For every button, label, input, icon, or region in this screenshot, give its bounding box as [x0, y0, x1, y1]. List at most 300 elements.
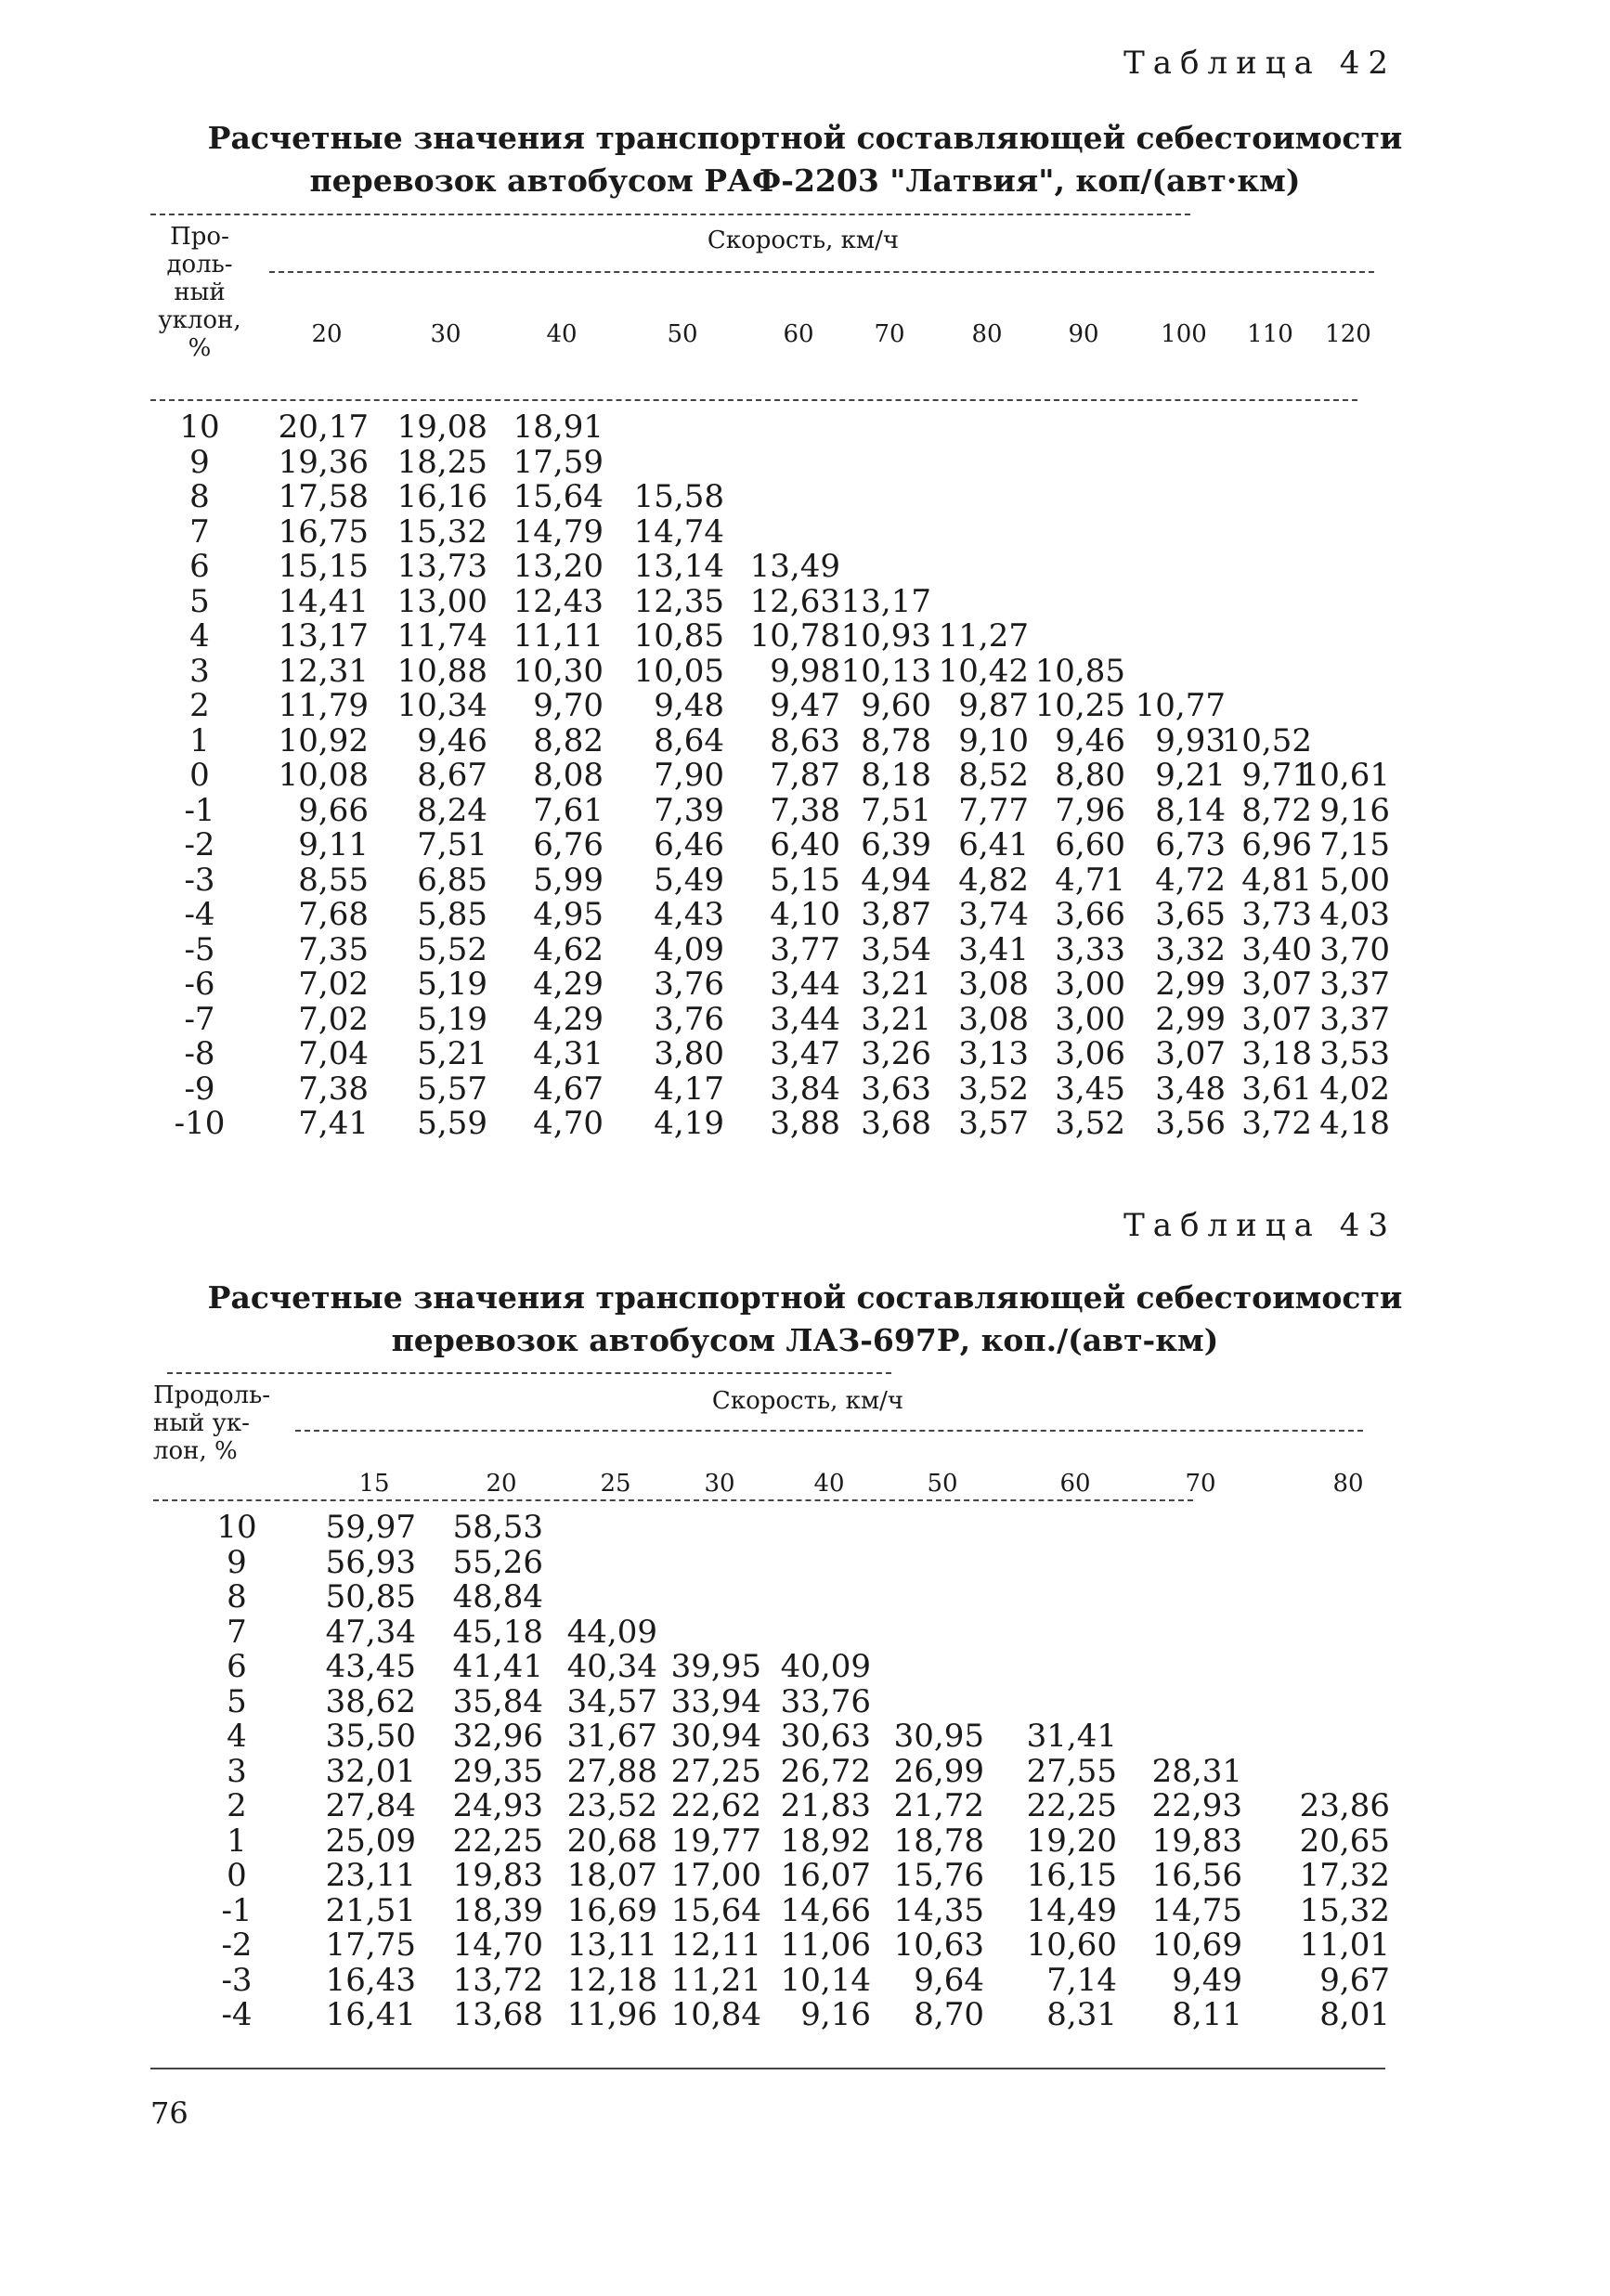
value-cell: 8,70	[914, 1996, 984, 2033]
value-cell: 13,73	[396, 548, 487, 585]
value-cell: 7,39	[654, 791, 724, 829]
value-cell: 10,84	[670, 1996, 761, 2033]
value-cell: 16,43	[325, 1961, 416, 1999]
value-cell: 3,66	[1055, 896, 1125, 933]
value-cell: 4,94	[861, 861, 931, 899]
value-cell: 5,59	[417, 1105, 487, 1142]
grade-cell: -9	[184, 1070, 215, 1108]
value-cell: 15,32	[396, 512, 487, 551]
value-cell: 3,07	[1241, 966, 1312, 1003]
value-cell: 11,74	[396, 617, 487, 655]
value-cell: 3,87	[861, 896, 931, 933]
value-cell: 14,49	[1026, 1891, 1117, 1929]
value-cell: 3,56	[1155, 1105, 1226, 1142]
value-cell: 3,44	[770, 1000, 840, 1038]
table-42-speed-rule	[269, 271, 1374, 273]
value-cell: 10,34	[396, 687, 487, 724]
value-cell: 7,14	[1046, 1961, 1117, 1999]
value-cell: 45,18	[452, 1613, 543, 1651]
table-42-title-line2: перевозок автобусом РАФ-2203 "Латвия", коп/(авт·км)	[309, 162, 1301, 199]
value-cell: 14,35	[893, 1891, 984, 1929]
grade-cell: 7	[227, 1613, 247, 1651]
value-cell: 14,74	[633, 512, 724, 551]
value-cell: 12,11	[670, 1926, 761, 1964]
value-cell: 12,63	[749, 582, 840, 620]
value-cell: 32,01	[325, 1752, 416, 1790]
grade-cell: 1	[227, 1822, 247, 1860]
value-cell: 16,69	[566, 1891, 657, 1929]
value-cell: 3,68	[861, 1105, 931, 1142]
value-cell: 10,42	[938, 652, 1029, 690]
value-cell: 3,13	[958, 1035, 1029, 1072]
value-cell: 5,00	[1319, 861, 1390, 899]
grade-cell: 7	[189, 512, 210, 551]
value-cell: 9,71	[1241, 757, 1312, 794]
value-cell: 8,67	[417, 757, 487, 794]
value-cell: 9,48	[654, 687, 724, 724]
value-cell: 5,57	[417, 1070, 487, 1108]
value-cell: 3,73	[1241, 896, 1312, 933]
value-cell: 17,59	[513, 443, 604, 481]
value-cell: 30,94	[670, 1718, 761, 1755]
value-cell: 7,38	[770, 791, 840, 829]
grade-cell: 6	[227, 1648, 247, 1685]
value-cell: 13,11	[566, 1926, 657, 1964]
grade-cell: 0	[189, 757, 210, 794]
value-cell: 3,76	[654, 966, 724, 1003]
value-cell: 22,25	[452, 1822, 543, 1860]
value-cell: 38,62	[325, 1682, 416, 1720]
value-cell: 7,04	[298, 1035, 369, 1072]
value-cell: 56,93	[325, 1543, 416, 1581]
table-43-title	[0, 1277, 1610, 1362]
value-cell: 10,92	[278, 721, 369, 759]
value-cell: 10,85	[633, 617, 724, 655]
value-cell: 32,96	[452, 1718, 543, 1755]
t43-speed-col-7: 70	[1185, 1470, 1216, 1498]
value-cell: 10,13	[840, 652, 931, 690]
table-43-title-line1: Расчетные значения транспортной составляющей себестоимости	[207, 1279, 1403, 1316]
value-cell: 19,08	[396, 409, 487, 446]
value-cell: 10,05	[633, 652, 724, 690]
value-cell: 11,96	[566, 1996, 657, 2033]
grade-cell: -3	[221, 1961, 253, 1999]
value-cell: 3,08	[958, 1000, 1029, 1038]
value-cell: 9,93	[1155, 721, 1226, 759]
value-cell: 26,72	[780, 1752, 871, 1790]
page-bottom-rule	[150, 2068, 1385, 2069]
value-cell: 3,00	[1055, 1000, 1125, 1038]
value-cell: 9,16	[800, 1996, 871, 2033]
value-cell: 21,72	[893, 1787, 984, 1824]
table-42-grade-header	[139, 223, 260, 362]
table-43-grade-header-line: лон, %	[153, 1437, 238, 1465]
t42-speed-col-4: 60	[783, 320, 814, 348]
value-cell: 5,49	[654, 861, 724, 899]
value-cell: 29,35	[452, 1752, 543, 1790]
value-cell: 4,72	[1155, 861, 1226, 899]
value-cell: 3,52	[1055, 1105, 1125, 1142]
grade-cell: 10	[216, 1509, 257, 1546]
value-cell: 10,93	[840, 617, 931, 655]
value-cell: 6,41	[958, 826, 1029, 863]
value-cell: 10,85	[1034, 652, 1125, 690]
value-cell: 3,40	[1241, 930, 1312, 968]
value-cell: 18,91	[513, 409, 604, 446]
value-cell: 18,07	[566, 1857, 657, 1894]
grade-cell: 9	[227, 1543, 247, 1581]
value-cell: 6,60	[1055, 826, 1125, 863]
value-cell: 4,18	[1319, 1105, 1390, 1142]
table-42-grade-header-line: %	[188, 334, 212, 362]
table-43-header-rule	[153, 1499, 1193, 1501]
value-cell: 4,31	[533, 1035, 604, 1072]
value-cell: 4,81	[1241, 861, 1312, 899]
value-cell: 7,90	[654, 757, 724, 794]
value-cell: 7,68	[298, 896, 369, 933]
value-cell: 30,95	[893, 1718, 984, 1755]
t43-speed-col-8: 80	[1332, 1470, 1364, 1498]
value-cell: 9,49	[1172, 1961, 1242, 1999]
grade-cell: 8	[227, 1578, 247, 1615]
value-cell: 10,14	[780, 1961, 871, 1999]
value-cell: 23,11	[325, 1857, 416, 1894]
value-cell: 11,11	[513, 617, 604, 655]
value-cell: 19,77	[670, 1822, 761, 1860]
table-43-speed-rule	[295, 1430, 1363, 1432]
value-cell: 6,85	[417, 861, 487, 899]
value-cell: 2,99	[1155, 966, 1226, 1003]
value-cell: 3,00	[1055, 966, 1125, 1003]
grade-cell: 0	[227, 1857, 247, 1894]
value-cell: 9,16	[1319, 791, 1390, 829]
value-cell: 6,73	[1155, 826, 1226, 863]
value-cell: 12,35	[633, 582, 724, 620]
table-42-grade-header-line: ный	[174, 279, 226, 306]
value-cell: 4,82	[958, 861, 1029, 899]
table-42-grade-header-line: доль-	[166, 251, 233, 279]
value-cell: 2,99	[1155, 1000, 1226, 1038]
grade-cell: 10	[179, 409, 220, 446]
t43-speed-col-6: 60	[1059, 1470, 1091, 1498]
value-cell: 3,74	[958, 896, 1029, 933]
value-cell: 31,41	[1026, 1718, 1117, 1755]
value-cell: 59,97	[325, 1509, 416, 1546]
value-cell: 6,39	[861, 826, 931, 863]
value-cell: 5,19	[417, 1000, 487, 1038]
value-cell: 13,17	[278, 617, 369, 655]
value-cell: 3,72	[1241, 1105, 1312, 1142]
value-cell: 9,21	[1155, 757, 1226, 794]
t42-speed-col-10: 120	[1325, 320, 1371, 348]
value-cell: 4,67	[533, 1070, 604, 1108]
value-cell: 9,87	[958, 687, 1029, 724]
value-cell: 14,41	[278, 582, 369, 620]
value-cell: 12,18	[566, 1961, 657, 1999]
value-cell: 16,07	[780, 1857, 871, 1894]
value-cell: 12,43	[513, 582, 604, 620]
value-cell: 41,41	[452, 1648, 543, 1685]
value-cell: 15,58	[633, 478, 724, 515]
value-cell: 3,65	[1155, 896, 1226, 933]
value-cell: 3,08	[958, 966, 1029, 1003]
value-cell: 8,24	[417, 791, 487, 829]
value-cell: 40,34	[566, 1648, 657, 1685]
value-cell: 8,55	[298, 861, 369, 899]
value-cell: 3,37	[1319, 966, 1390, 1003]
value-cell: 3,61	[1241, 1070, 1312, 1108]
value-cell: 7,35	[298, 930, 369, 968]
value-cell: 4,10	[770, 896, 840, 933]
value-cell: 16,41	[325, 1996, 416, 2033]
value-cell: 7,87	[770, 757, 840, 794]
value-cell: 13,20	[513, 548, 604, 585]
value-cell: 8,52	[958, 757, 1029, 794]
value-cell: 14,66	[780, 1891, 871, 1929]
value-cell: 17,32	[1299, 1857, 1390, 1894]
value-cell: 44,09	[566, 1613, 657, 1651]
value-cell: 13,14	[633, 548, 724, 585]
value-cell: 4,09	[654, 930, 724, 968]
value-cell: 7,41	[298, 1105, 369, 1142]
value-cell: 9,98	[770, 652, 840, 690]
value-cell: 39,95	[670, 1648, 761, 1685]
value-cell: 33,94	[670, 1682, 761, 1720]
value-cell: 5,21	[417, 1035, 487, 1072]
t42-speed-col-0: 20	[311, 320, 343, 348]
value-cell: 4,19	[654, 1105, 724, 1142]
t42-speed-col-2: 40	[546, 320, 578, 348]
value-cell: 15,15	[278, 548, 369, 585]
value-cell: 10,88	[396, 652, 487, 690]
value-cell: 4,03	[1319, 896, 1390, 933]
value-cell: 11,06	[780, 1926, 871, 1964]
value-cell: 8,72	[1241, 791, 1312, 829]
value-cell: 3,06	[1055, 1035, 1125, 1072]
table-42-grade-header-line: уклон,	[158, 306, 241, 334]
grade-cell: 4	[227, 1718, 247, 1755]
grade-cell: 4	[189, 617, 210, 655]
value-cell: 13,68	[452, 1996, 543, 2033]
value-cell: 3,53	[1319, 1035, 1390, 1072]
value-cell: 8,31	[1046, 1996, 1117, 2033]
grade-cell: 3	[227, 1752, 247, 1790]
table-42-grade-header-line: Про-	[170, 223, 229, 251]
value-cell: 3,54	[861, 930, 931, 968]
value-cell: 3,45	[1055, 1070, 1125, 1108]
value-cell: 21,83	[780, 1787, 871, 1824]
value-cell: 18,25	[396, 443, 487, 481]
grade-cell: 2	[227, 1787, 247, 1824]
value-cell: 25,09	[325, 1822, 416, 1860]
t43-speed-col-2: 25	[600, 1470, 631, 1498]
table-43-grade-header-line: Продоль-	[153, 1381, 271, 1409]
t42-speed-col-6: 80	[971, 320, 1003, 348]
value-cell: 19,20	[1026, 1822, 1117, 1860]
value-cell: 9,47	[770, 687, 840, 724]
value-cell: 27,88	[566, 1752, 657, 1790]
value-cell: 9,46	[417, 721, 487, 759]
grade-cell: -7	[184, 1000, 215, 1038]
value-cell: 9,60	[861, 687, 931, 724]
value-cell: 15,32	[1299, 1891, 1390, 1929]
table-42-header-rule	[150, 399, 1357, 401]
value-cell: 55,26	[452, 1543, 543, 1581]
t43-speed-col-3: 30	[704, 1470, 735, 1498]
value-cell: 47,34	[325, 1613, 416, 1651]
value-cell: 34,57	[566, 1682, 657, 1720]
value-cell: 13,72	[452, 1961, 543, 1999]
value-cell: 10,52	[1221, 721, 1312, 759]
value-cell: 7,15	[1319, 826, 1390, 863]
value-cell: 35,84	[452, 1682, 543, 1720]
grade-cell: 1	[189, 721, 210, 759]
t42-speed-col-3: 50	[667, 320, 698, 348]
value-cell: 8,11	[1172, 1996, 1242, 2033]
t42-speed-col-9: 110	[1247, 320, 1293, 348]
value-cell: 14,70	[452, 1926, 543, 1964]
value-cell: 9,66	[298, 791, 369, 829]
value-cell: 8,18	[861, 757, 931, 794]
value-cell: 9,70	[533, 687, 604, 724]
t43-speed-col-5: 50	[927, 1470, 958, 1498]
value-cell: 35,50	[325, 1718, 416, 1755]
value-cell: 6,40	[770, 826, 840, 863]
value-cell: 16,56	[1151, 1857, 1242, 1894]
value-cell: 11,79	[278, 687, 369, 724]
value-cell: 17,75	[325, 1926, 416, 1964]
value-cell: 4,95	[533, 896, 604, 933]
value-cell: 11,01	[1299, 1926, 1390, 1964]
value-cell: 9,67	[1319, 1961, 1390, 1999]
value-cell: 3,21	[861, 1000, 931, 1038]
value-cell: 3,44	[770, 966, 840, 1003]
value-cell: 4,70	[533, 1105, 604, 1142]
value-cell: 13,49	[749, 548, 840, 585]
value-cell: 8,64	[654, 721, 724, 759]
value-cell: 19,83	[452, 1857, 543, 1894]
value-cell: 7,38	[298, 1070, 369, 1108]
value-cell: 3,76	[654, 1000, 724, 1038]
table-42-label: Таблица 42	[1123, 45, 1396, 82]
grade-cell: -1	[221, 1891, 253, 1929]
value-cell: 3,70	[1319, 930, 1390, 968]
value-cell: 27,55	[1026, 1752, 1117, 1790]
value-cell: 10,63	[893, 1926, 984, 1964]
grade-cell: -3	[184, 861, 215, 899]
value-cell: 5,85	[417, 896, 487, 933]
value-cell: 13,17	[840, 582, 931, 620]
value-cell: 17,00	[670, 1857, 761, 1894]
t42-speed-col-5: 70	[874, 320, 905, 348]
value-cell: 3,88	[770, 1105, 840, 1142]
value-cell: 3,84	[770, 1070, 840, 1108]
value-cell: 4,17	[654, 1070, 724, 1108]
table-43-title-line2: перевозок автобусом ЛАЗ-697Р, коп./(авт-км)	[391, 1322, 1219, 1358]
table-42-speed-header: Скорость, км/ч	[707, 227, 900, 254]
grade-cell: 5	[189, 582, 210, 620]
value-cell: 13,00	[396, 582, 487, 620]
table-43-grade-header-line: ный ук-	[153, 1409, 250, 1437]
value-cell: 3,07	[1241, 1000, 1312, 1038]
value-cell: 6,96	[1241, 826, 1312, 863]
grade-cell: -4	[221, 1996, 253, 2033]
value-cell: 3,80	[654, 1035, 724, 1072]
value-cell: 30,63	[780, 1718, 871, 1755]
table-43-speed-header: Скорость, км/ч	[711, 1387, 904, 1415]
value-cell: 7,51	[861, 791, 931, 829]
value-cell: 16,15	[1026, 1857, 1117, 1894]
t42-speed-col-8: 100	[1161, 320, 1207, 348]
value-cell: 22,25	[1026, 1787, 1117, 1824]
grade-cell: 6	[189, 548, 210, 585]
value-cell: 28,31	[1151, 1752, 1242, 1790]
value-cell: 3,21	[861, 966, 931, 1003]
value-cell: 4,29	[533, 966, 604, 1003]
value-cell: 15,64	[670, 1891, 761, 1929]
value-cell: 12,31	[278, 652, 369, 690]
value-cell: 5,15	[770, 861, 840, 899]
value-cell: 15,76	[893, 1857, 984, 1894]
grade-cell: -2	[184, 826, 215, 863]
value-cell: 6,76	[533, 826, 604, 863]
grade-cell: 9	[189, 443, 210, 481]
value-cell: 18,92	[780, 1822, 871, 1860]
value-cell: 11,27	[938, 617, 1029, 655]
grade-cell: -8	[184, 1035, 215, 1072]
value-cell: 16,16	[396, 478, 487, 515]
value-cell: 4,29	[533, 1000, 604, 1038]
value-cell: 3,63	[861, 1070, 931, 1108]
grade-cell: 8	[189, 478, 210, 515]
value-cell: 7,02	[298, 1000, 369, 1038]
table-43-top-rule	[167, 1372, 891, 1374]
value-cell: 16,75	[278, 512, 369, 551]
value-cell: 18,39	[452, 1891, 543, 1929]
value-cell: 3,07	[1155, 1035, 1226, 1072]
value-cell: 9,64	[914, 1961, 984, 1999]
value-cell: 3,33	[1055, 930, 1125, 968]
value-cell: 11,21	[670, 1961, 761, 1999]
value-cell: 43,45	[325, 1648, 416, 1685]
value-cell: 10,25	[1034, 687, 1125, 724]
value-cell: 3,37	[1319, 1000, 1390, 1038]
value-cell: 7,61	[533, 791, 604, 829]
value-cell: 9,46	[1055, 721, 1125, 759]
value-cell: 10,60	[1026, 1926, 1117, 1964]
value-cell: 19,36	[278, 443, 369, 481]
value-cell: 3,26	[861, 1035, 931, 1072]
value-cell: 4,02	[1319, 1070, 1390, 1108]
value-cell: 20,65	[1299, 1822, 1390, 1860]
value-cell: 4,62	[533, 930, 604, 968]
value-cell: 23,86	[1299, 1787, 1390, 1824]
value-cell: 3,52	[958, 1070, 1029, 1108]
value-cell: 6,46	[654, 826, 724, 863]
value-cell: 31,67	[566, 1718, 657, 1755]
value-cell: 20,68	[566, 1822, 657, 1860]
value-cell: 9,10	[958, 721, 1029, 759]
value-cell: 33,76	[780, 1682, 871, 1720]
grade-cell: -10	[174, 1105, 226, 1142]
value-cell: 7,02	[298, 966, 369, 1003]
t42-speed-col-1: 30	[430, 320, 461, 348]
value-cell: 22,62	[670, 1787, 761, 1824]
value-cell: 17,58	[278, 478, 369, 515]
value-cell: 10,08	[278, 757, 369, 794]
grade-cell: -6	[184, 966, 215, 1003]
grade-cell: 2	[189, 687, 210, 724]
